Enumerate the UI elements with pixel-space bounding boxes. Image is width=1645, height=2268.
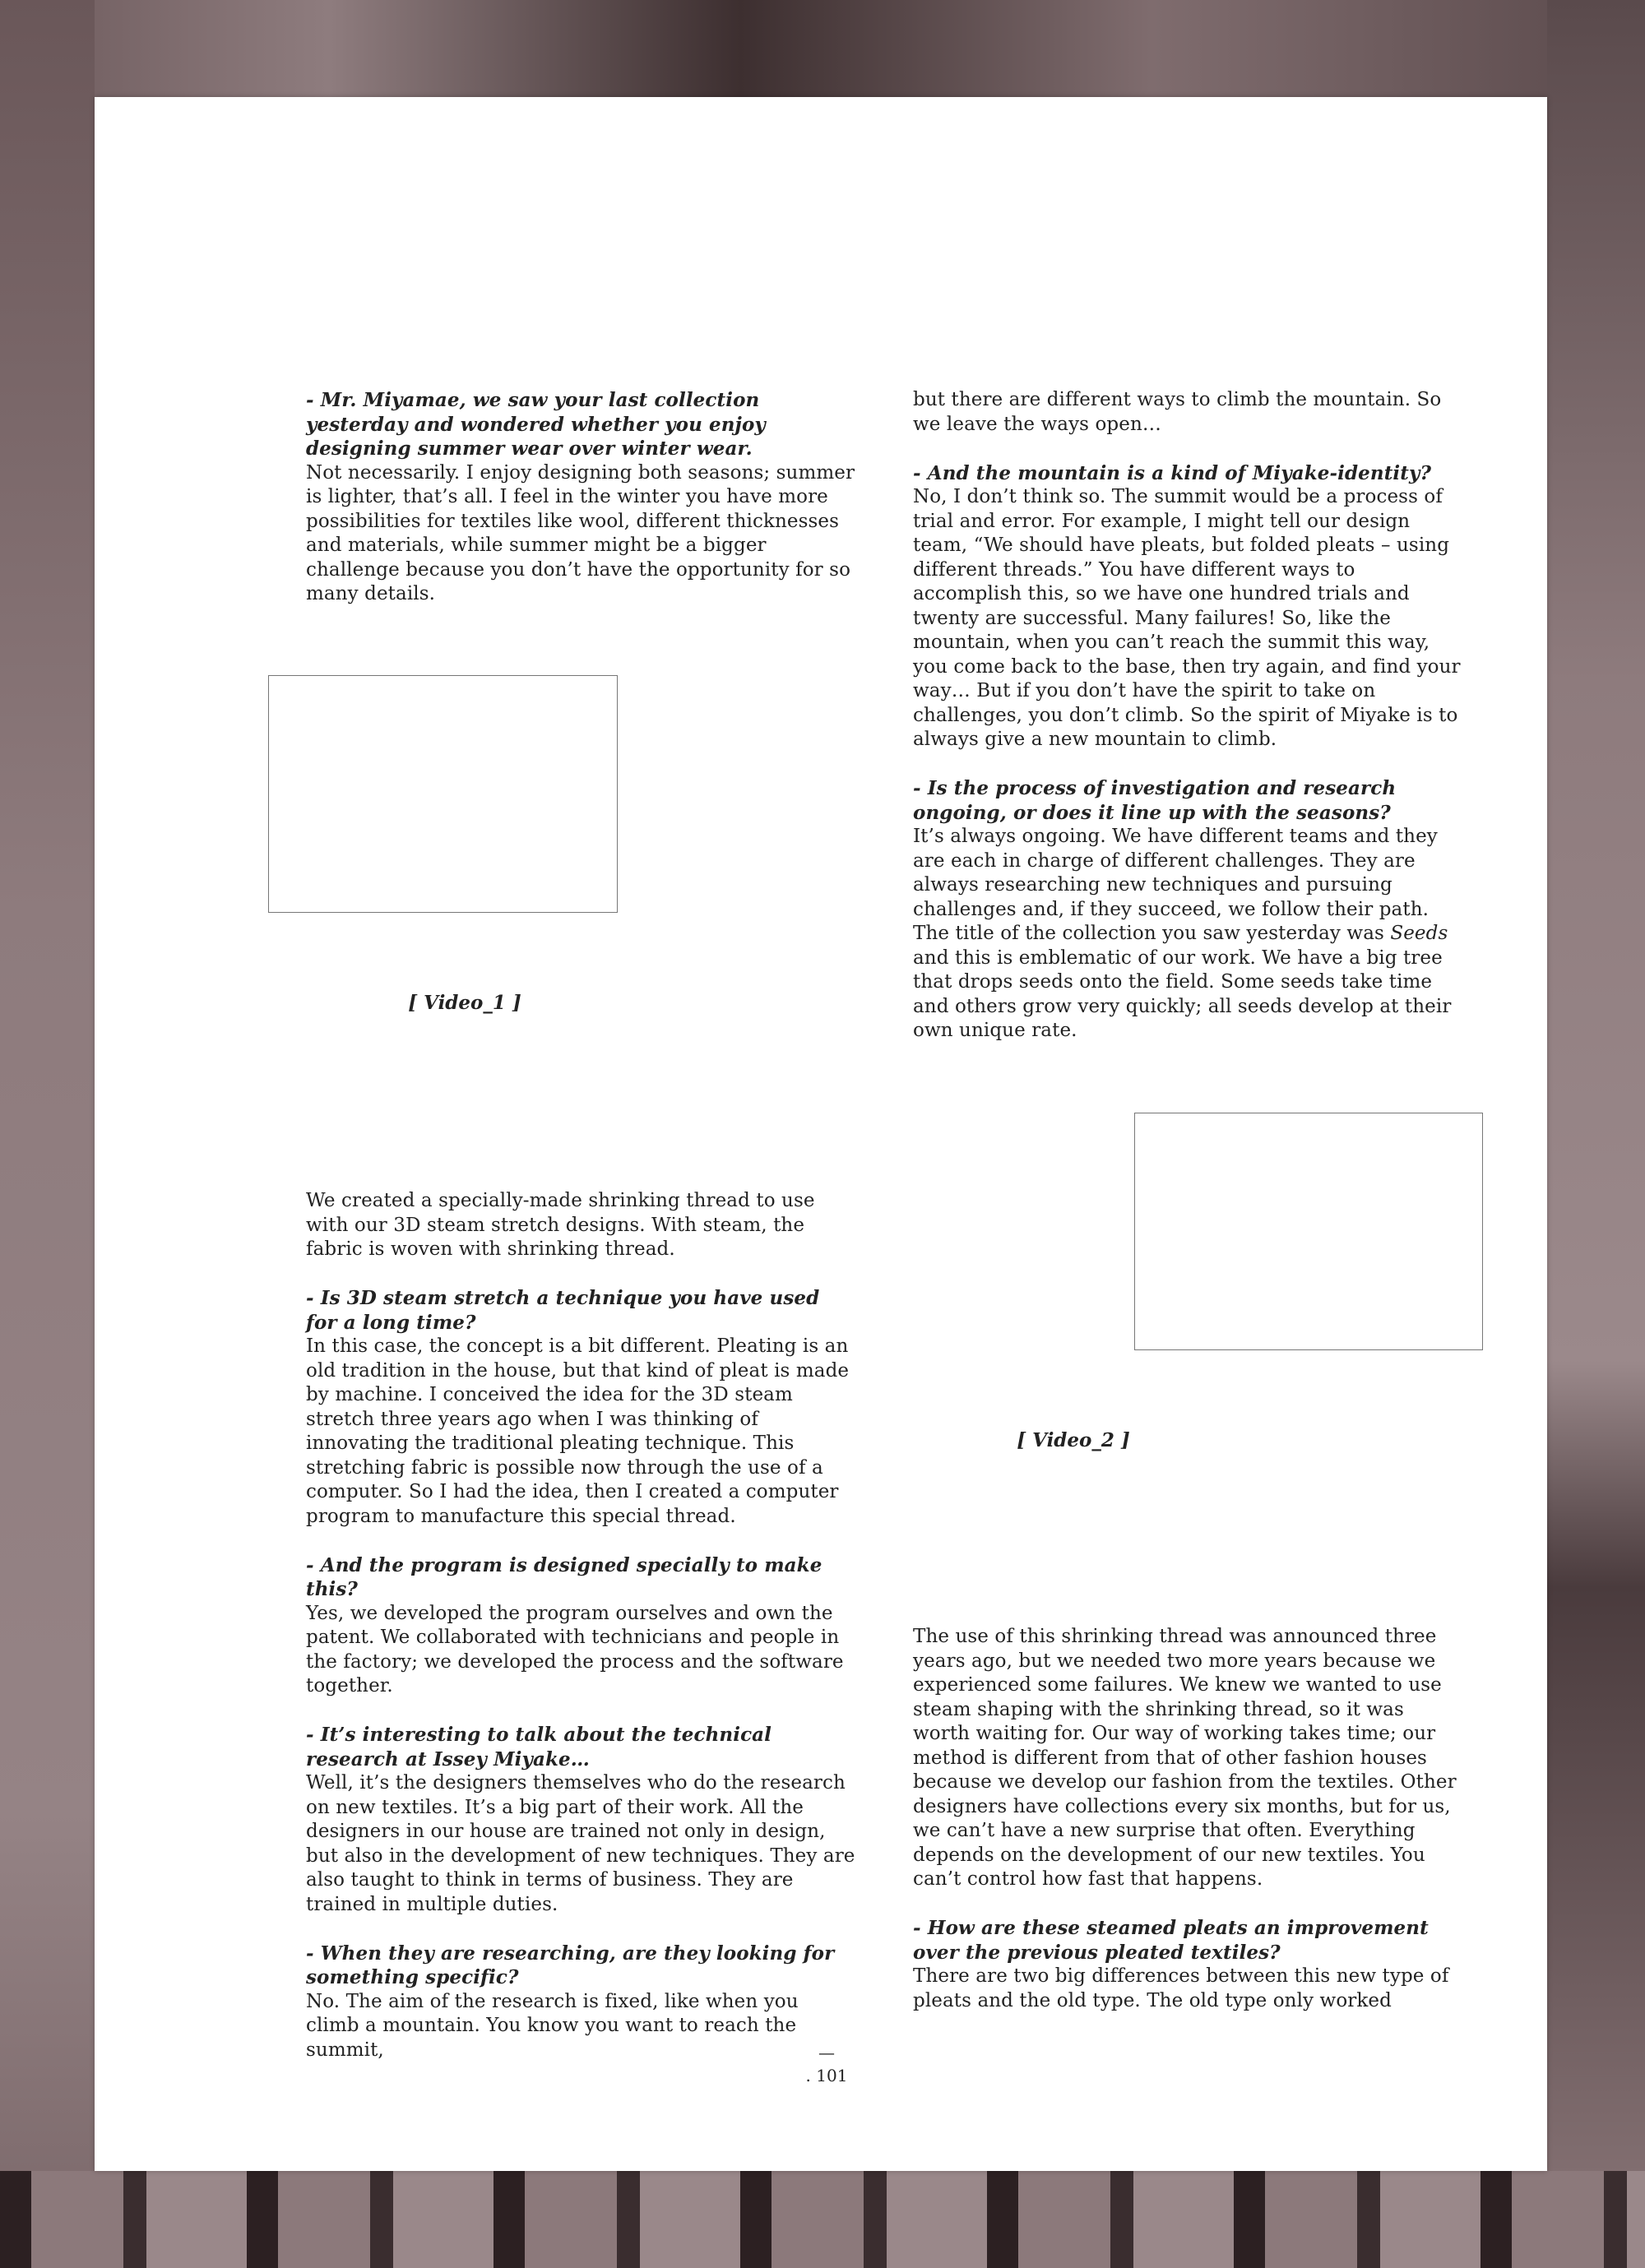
interview-question: - Mr. Miyamae, we saw your last collection yesterday and wondered whether you enjoy designing summer wear over winter wear. xyxy=(306,389,766,460)
interview-question: - Is the process of investigation and research ongoing, or does it line up with the seasons? xyxy=(913,777,1397,824)
interview-question: - Is 3D steam stretch a technique you have used for a long time? xyxy=(306,1287,820,1334)
collection-title: Seeds xyxy=(1390,923,1448,944)
interview-answer: The use of this shrinking thread was announced three years ago, but we needed two more years because we experienced some failures. We knew we wanted to use steam shaping with the shrinking thread, so it was worth waiting for. Our way of working takes time; our method is different from that of other fashion houses because we develop our fashion from the textiles. Other designers have collections every six months, but for us, we can’t have a new surprise that often. Everything depends on the development of our new textiles. You can’t control how fast that happens. xyxy=(913,1626,1457,1890)
video-1-caption: [ Video_1 ] xyxy=(408,992,521,1014)
interview-question: - And the program is designed specially to make this? xyxy=(306,1553,822,1600)
interview-answer: No, I don’t think so. The summit would be a process of trial and error. For example, I might tell our design team, “We should have pleats, but folded pleats – using different threads.” You have different ways to accomplish this, so we have one hundred trials and twenty are successful. Many failures! So, like the mountain, when you can’t reach the summit this way, you come back to the base, then try again, and find your way… But if you don’t have the spirit to take on challenges, you don’t climb. So the spirit of Miyake is to always give a new mountain to climb. xyxy=(913,486,1461,750)
page-dash: — xyxy=(818,2043,835,2062)
interview-answer: but there are different ways to climb the mountain. So we leave the ways open… xyxy=(913,389,1442,435)
page-number: . 101 xyxy=(805,2066,848,2085)
qa-block xyxy=(306,1942,855,2063)
interview-question: - How are these steamed pleats an improvement over the previous pleated textiles? xyxy=(913,1917,1429,1964)
left-column-bottom xyxy=(306,1189,855,2087)
qa-block xyxy=(913,461,1462,752)
qa-block xyxy=(306,1189,855,1262)
interview-answer: Well, it’s the designers themselves who do the research on new textiles. It’s a big part of their work. All the designers in our house are trained not only in design, but also in the development of new techniques. They are also taught to think in terms of business. They are trained in multiple duties. xyxy=(306,1772,855,1915)
qa-block xyxy=(306,388,855,607)
qa-block xyxy=(913,1625,1462,1892)
document-page xyxy=(95,97,1547,2171)
interview-question: - When they are researching, are they looking for something specific? xyxy=(306,1942,835,1988)
interview-answer: There are two big differences between this new type of pleats and the old type. The old type only worked xyxy=(913,1965,1449,2011)
interview-answer xyxy=(913,825,1462,1044)
video-2-frame[interactable] xyxy=(1134,1113,1483,1350)
qa-block xyxy=(913,1916,1462,2013)
interview-answer: We created a specially-made shrinking thread to use with our 3D steam stretch designs. With steam, the fabric is woven with shrinking thread. xyxy=(306,1190,815,1260)
right-column-bottom xyxy=(913,1625,1462,2038)
qa-block xyxy=(306,1286,855,1529)
interview-answer: Yes, we developed the program ourselves and own the patent. We collaborated with technicians and people in the factory; we developed the process and the software together. xyxy=(306,1602,844,1696)
answer-text: It’s always ongoing. We have different teams and they are each in charge of different challenges. They are always researching new techniques and pursuing challenges and, if they succeed, we follow their path. The title of the collection you saw yesterday was xyxy=(913,826,1438,944)
answer-text: and this is emblematic of our work. We have a big tree that drops seeds onto the field. Some seeds take time and others grow very quickly; all seeds develop at their own unique rate. xyxy=(913,947,1452,1041)
qa-block xyxy=(306,1553,855,1699)
qa-block xyxy=(913,776,1462,1044)
interview-answer: Not necessarily. I enjoy designing both seasons; summer is lighter, that’s all. I feel in the winter you have more possibilities for textiles like wool, different thicknesses and materials, while summer might be a bigger challenge because you don’t have the opportunity for so many details. xyxy=(306,461,855,604)
qa-block xyxy=(913,388,1462,437)
qa-block xyxy=(306,1723,855,1917)
right-column-top xyxy=(913,388,1462,1067)
video-1-frame[interactable] xyxy=(268,675,618,913)
interview-answer: In this case, the concept is a bit different. Pleating is an old tradition in the house, but that kind of pleat is made by machine. I conceived the idea for the 3D steam stretch three years ago when I was thinking of innovating the traditional pleating technique. This stretching fabric is possible now through the use of a computer. So I had the idea, then I created a computer program to manufacture this special thread. xyxy=(306,1335,850,1527)
video-2-caption: [ Video_2 ] xyxy=(1017,1429,1130,1451)
interview-answer: No. The aim of the research is fixed, like when you climb a mountain. You know you want to reach the summit, xyxy=(306,1990,799,2061)
interview-question: - It’s interesting to talk about the technical research at Issey Miyake… xyxy=(306,1724,772,1770)
interview-question: - And the mountain is a kind of Miyake-identity? xyxy=(913,461,1432,484)
left-column-top xyxy=(306,388,855,631)
